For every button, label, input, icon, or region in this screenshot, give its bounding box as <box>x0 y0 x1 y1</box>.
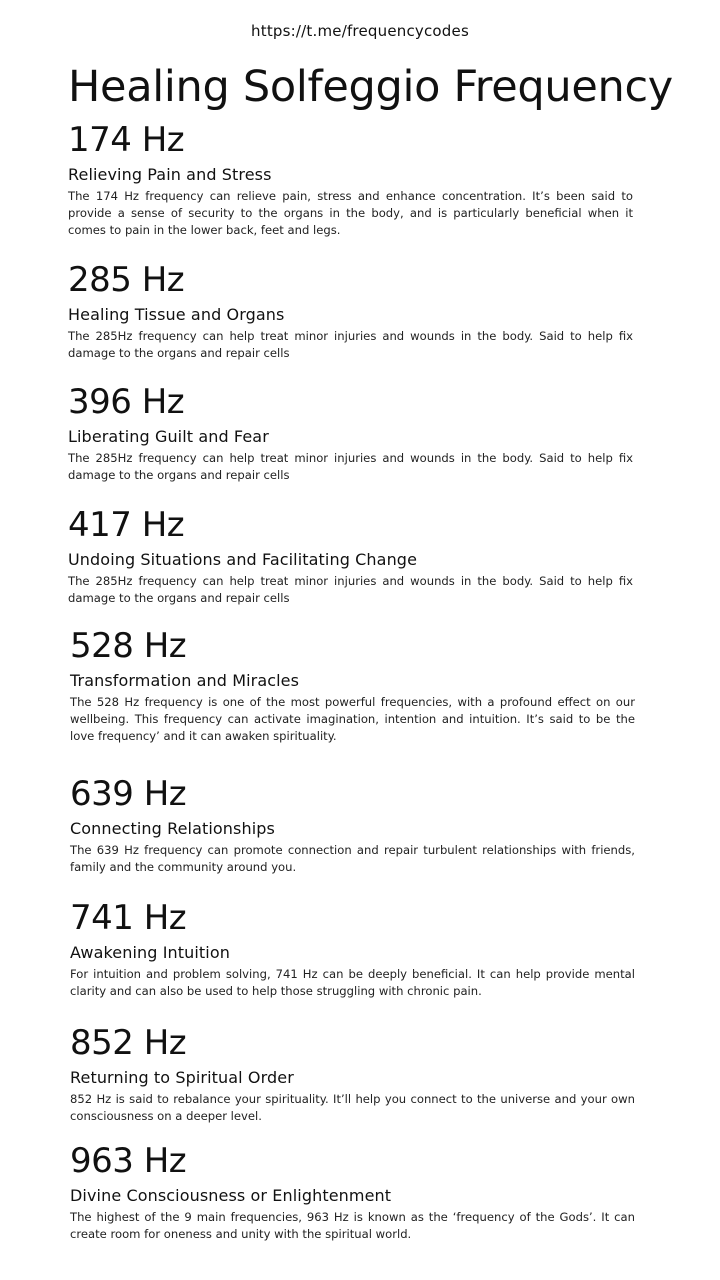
frequency-subtitle: Returning to Spiritual Order <box>70 1068 294 1087</box>
frequency-description: The 285Hz frequency can help treat minor injuries and wounds in the body. Said to help fix damage to the organs and repair cells <box>68 451 633 482</box>
frequency-section-963 <box>70 1140 635 1243</box>
frequency-value: 417 Hz <box>68 505 185 545</box>
frequency-description: The 285Hz frequency can help treat minor injuries and wounds in the body. Said to help fix damage to the organs and repair cells <box>68 574 633 605</box>
frequency-subtitle: Healing Tissue and Organs <box>68 305 285 324</box>
frequency-description: The 174 Hz frequency can relieve pain, stress and enhance concentration. It’s been said to provide a sense of security to the organs in the body, and is particularly beneficial when it comes to pain in the lower back, feet and legs. <box>68 189 633 237</box>
frequency-value: 852 Hz <box>70 1023 187 1063</box>
frequency-description: The highest of the 9 main frequencies, 963 Hz is known as the ‘frequency of the Gods’. It can create room for oneness and unity with the spiritual world. <box>70 1210 635 1241</box>
frequency-description: The 285Hz frequency can help treat minor injuries and wounds in the body. Said to help fix damage to the organs and repair cells <box>68 329 633 360</box>
frequency-section-396 <box>68 381 633 484</box>
frequency-subtitle: Connecting Relationships <box>70 819 275 838</box>
frequency-value: 396 Hz <box>68 382 185 422</box>
frequency-section-741 <box>70 897 635 1000</box>
frequency-section-174 <box>68 119 633 239</box>
frequency-subtitle: Awakening Intuition <box>70 943 230 962</box>
frequency-value: 285 Hz <box>68 260 185 300</box>
frequency-section-417 <box>68 504 633 607</box>
frequency-subtitle: Liberating Guilt and Fear <box>68 427 269 446</box>
frequency-description: For intuition and problem solving, 741 Hz can be deeply beneficial. It can help provide mental clarity and can also be used to help those struggling with chronic pain. <box>70 967 635 998</box>
frequency-value: 741 Hz <box>70 898 187 938</box>
frequency-value: 963 Hz <box>70 1141 187 1181</box>
frequency-description: The 639 Hz frequency can promote connection and repair turbulent relationships with friends, family and the community around you. <box>70 843 635 874</box>
frequency-subtitle: Relieving Pain and Stress <box>68 165 272 184</box>
frequency-section-528 <box>70 625 635 745</box>
frequency-value: 174 Hz <box>68 120 185 160</box>
frequency-value: 639 Hz <box>70 774 187 814</box>
frequency-description: 852 Hz is said to rebalance your spirituality. It’ll help you connect to the universe and your own consciousness on a deeper level. <box>70 1092 635 1123</box>
frequency-section-852 <box>70 1022 635 1125</box>
page-title: Healing Solfeggio Frequency <box>68 62 673 112</box>
frequency-subtitle: Transformation and Miracles <box>70 671 300 690</box>
frequency-subtitle: Undoing Situations and Facilitating Change <box>68 550 418 569</box>
frequency-section-639 <box>70 773 635 876</box>
frequency-section-285 <box>68 259 633 362</box>
frequency-description: The 528 Hz frequency is one of the most powerful frequencies, with a profound effect on our wellbeing. This frequency can activate imagination, intention and intuition. It’s said to be the love frequency’ and it can awaken spirituality. <box>70 695 635 743</box>
frequency-subtitle: Divine Consciousness or Enlightenment <box>70 1186 392 1205</box>
telegram-link[interactable]: https://t.me/frequencycodes <box>251 22 469 40</box>
frequency-value: 528 Hz <box>70 626 187 666</box>
